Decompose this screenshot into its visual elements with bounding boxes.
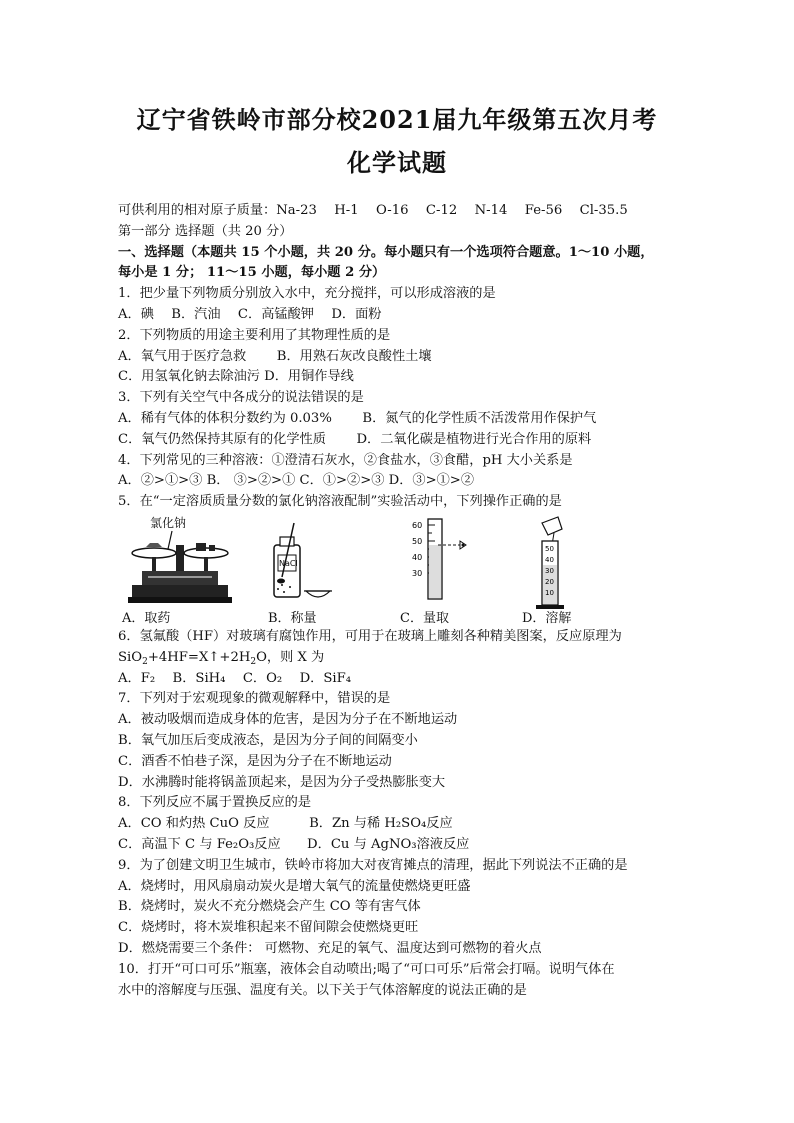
question-7-option-c: C．酒香不怕巷子深，是因为分子在不断地运动 bbox=[118, 753, 392, 769]
question-7-option-d: D．水沸腾时能将锅盖顶起来，是因为分子受热膨胀变大 bbox=[118, 774, 446, 790]
question-2-options-ab: A．氧气用于医疗急救 B．用熟石灰改良酸性土壤 bbox=[118, 348, 432, 364]
part-heading: 第一部分 选择题（共 20 分） bbox=[118, 223, 293, 239]
question-6-line1: 6．氢氟酸（HF）对玻璃有腐蚀作用，可用于在玻璃上雕刻各种精美图案，反应原理为 bbox=[118, 628, 622, 644]
balance-scale-figure bbox=[124, 515, 236, 607]
question-7-option-a: A．被动吸烟而造成身体的危害，是因为分子在不断地运动 bbox=[118, 712, 458, 728]
exam-title-line1: 辽宁省铁岭市部分校2021届九年级第五次月考 bbox=[136, 105, 658, 134]
question-3-options-cd: C．氧气仍然保持其原有的化学性质 D．二氧化碳是植物进行光合作用的原料 bbox=[118, 431, 592, 447]
question-3-options-ab: A．稀有气体的体积分数约为 0.03% B．氮气的化学性质不活泼常用作保护气 bbox=[118, 410, 597, 426]
question-7: 7．下列对于宏观现象的微观解释中，错误的是 bbox=[118, 691, 391, 707]
cyl-c-tick-30: 30 bbox=[412, 568, 423, 578]
cylinder-dissolve-figure bbox=[518, 515, 588, 615]
atomic-masses: 可供利用的相对原子质量：Na-23 H-1 O-16 C-12 N-14 Fe-56 Cl-35.5 bbox=[118, 203, 628, 218]
question-6-line2: $SiO_2+4HF=X↑+2H_2O$，则 X 为 bbox=[118, 649, 325, 667]
cyl-c-tick-60: 60 bbox=[412, 520, 423, 530]
question-9-option-a: A．烧烤时，用风扇扇动炭火是增大氧气的流量使燃烧更旺盛 bbox=[118, 878, 471, 894]
question-7-option-b: B．氧气加压后变成液态，是因为分子间的间隔变小 bbox=[118, 732, 418, 748]
question-2: 2．下列物质的用途主要利用了其物理性质的是 bbox=[118, 327, 391, 343]
cyl-d-tick-50: 50 bbox=[545, 544, 554, 553]
question-9: 9．为了创建文明卫生城市，铁岭市将加大对夜宵摊点的清理，据此下列说法不正确的是 bbox=[118, 857, 628, 873]
figure-d-label: D．溶解 bbox=[522, 610, 572, 626]
exam-title-line2: 化学试题 bbox=[347, 148, 447, 177]
question-1-options: A．碘 B．汽油 C．高锰酸钾 D．面粉 bbox=[118, 306, 382, 322]
figure-a-label: A．取药 bbox=[122, 610, 171, 626]
question-5-figures bbox=[118, 515, 688, 627]
cyl-c-tick-40: 40 bbox=[412, 552, 423, 562]
exam-content bbox=[118, 201, 688, 1001]
section-heading-line1: 一、选择题（本题共 15 个小题，共 20 分。每小题只有一个选项符合题意。1～10 小题， bbox=[118, 244, 654, 260]
question-5: 5．在“一定溶质质量分数的氯化钠溶液配制”实验活动中，下列操作正确的是 bbox=[118, 494, 562, 510]
cyl-c-tick-50: 50 bbox=[412, 536, 423, 546]
question-4: 4．下列常见的三种溶液：①澄清石灰水，②食盐水，③食醋，pH 大小关系是 bbox=[118, 452, 573, 468]
nacl-bottle-label: NaCl bbox=[279, 558, 298, 568]
cyl-d-tick-20: 20 bbox=[545, 577, 554, 586]
cylinder-reading-figure bbox=[408, 515, 478, 607]
question-9-option-c: C．烧烤时，将木炭堆积起来不留间隙会使燃烧更旺 bbox=[118, 920, 419, 936]
figure-c-label: C．量取 bbox=[400, 610, 449, 626]
cyl-d-tick-10: 10 bbox=[545, 588, 554, 597]
question-3: 3．下列有关空气中各成分的说法错误的是 bbox=[118, 390, 364, 406]
question-9-option-d: D．燃烧需要三个条件： 可燃物、充足的氧气、温度达到可燃物的着火点 bbox=[118, 940, 542, 956]
section-heading-line2: 每小是 1 分； 11～15 小题，每小题 2 分） bbox=[118, 265, 386, 281]
question-6-options: A．F₂ B．SiH₄ C．O₂ D．SiF₄ bbox=[118, 670, 352, 686]
question-9-option-b: B．烧烤时，炭火不充分燃烧会产生 CO 等有害气体 bbox=[118, 899, 421, 915]
question-1: 1．把少量下列物质分别放入水中，充分搅拌，可以形成溶液的是 bbox=[118, 286, 496, 302]
question-8: 8．下列反应不属于置换反应的是 bbox=[118, 795, 312, 811]
cyl-d-tick-40: 40 bbox=[545, 555, 554, 564]
question-8-options-cd: C．高温下 C 与 Fe₂O₃反应 D．Cu 与 AgNO₃溶液反应 bbox=[118, 836, 470, 852]
cyl-d-tick-30: 30 bbox=[545, 566, 554, 575]
question-8-options-ab: A．CO 和灼热 CuO 反应 B．Zn 与稀 H₂SO₄反应 bbox=[118, 816, 453, 832]
question-2-options-cd: C．用氢氧化钠去除油污 D．用铜作导线 bbox=[118, 369, 354, 385]
question-10-line1: 10．打开“可口可乐”瓶塞，液体会自动喷出;喝了“可口可乐”后常会打嗝。说明气体在 bbox=[118, 961, 615, 977]
question-10-line2: 水中的溶解度与压强、温度有关。以下关于气体溶解度的说法正确的是 bbox=[118, 982, 527, 998]
question-4-options: A．②>①>③ B． ③>②>① C．①>②>③ D．③>①>② bbox=[118, 473, 475, 489]
nacl-figure-label: 氯化钠 bbox=[150, 515, 187, 530]
reagent-bottle-figure bbox=[264, 515, 344, 607]
figure-b-label: B．称量 bbox=[268, 610, 317, 626]
